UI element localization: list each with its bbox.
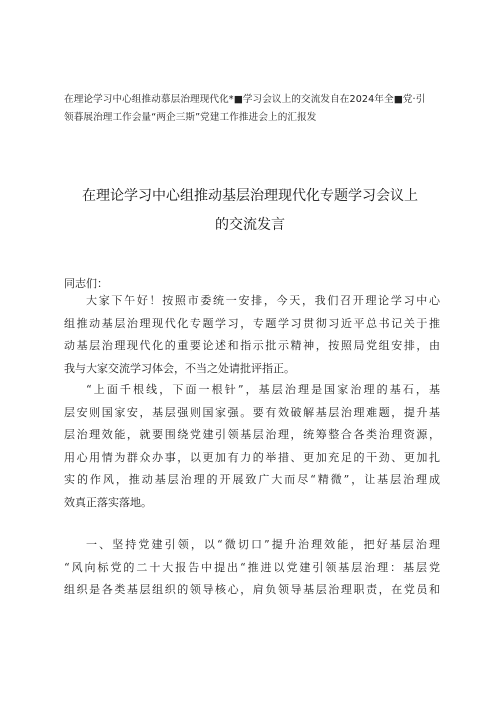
paragraph-line: 效真正落实落地。 bbox=[64, 495, 152, 509]
document-header bbox=[64, 91, 444, 127]
paragraph-line: 组推动基层治理现代化专题学习，专题学习贯彻习近平总书记关于推 bbox=[64, 316, 440, 330]
header-line-1: 在理论学习中心组推动慕层治理现代化*■学习会议上的交流发自在2024年全■党·引 bbox=[64, 94, 426, 105]
paragraph-line: 层治理效能，就要围绕党建引领基层治理，统筹整合各类治理资源， bbox=[64, 428, 440, 442]
paragraph-line: “风向标党的二十大报告中提出“推进以党建引领基层治理：基层党 bbox=[64, 560, 440, 574]
paragraph-line: 动基层治理现代化的重要论述和指示批示精神，按照局党组安排，由 bbox=[64, 339, 440, 353]
document-title-line-2: 的交流发言 bbox=[215, 217, 285, 233]
paragraph-line: 大家下午好！按照市委统一安排，今天，我们召开理论学习中心 bbox=[86, 294, 440, 307]
paragraph-line: “上面千根线，下面一根针”，基层治理是国家治理的基石，基 bbox=[86, 383, 440, 396]
paragraph-line: 一、坚持党建引领，以“微切口”提升治理效能，把好基层治理 bbox=[86, 538, 440, 551]
document-title-line-1: 在理论学习中心组推动基层治理现代化专题学习会议上 bbox=[82, 188, 418, 204]
paragraph-1 bbox=[64, 290, 440, 380]
header-line-2: 领暮展治理工作会量“两企三斯”党建工作推进会上的汇报发 bbox=[64, 112, 317, 123]
salutation: 同志们： bbox=[64, 277, 108, 290]
paragraph-line: 用心用情为群众办事，以更加有力的举措、更加充足的干劲、更加扎 bbox=[64, 450, 440, 464]
paragraph-3 bbox=[64, 534, 440, 602]
paragraph-line: 组织是各类基层组织的领导核心，肩负领导基层治理职责，在党员和 bbox=[64, 583, 440, 597]
paragraph-line: 层安则国家安，基层强则国家强。要有效破解基层治理难题，提升基 bbox=[64, 405, 440, 419]
paragraph-line: 实的作风，推动基层治理的开展致广大而尽“精微”，让基层治理成 bbox=[64, 473, 440, 487]
paragraph-line: 我与大家交流学习体会，不当之处请批评指正。 bbox=[64, 361, 295, 375]
paragraph-2 bbox=[64, 379, 440, 515]
